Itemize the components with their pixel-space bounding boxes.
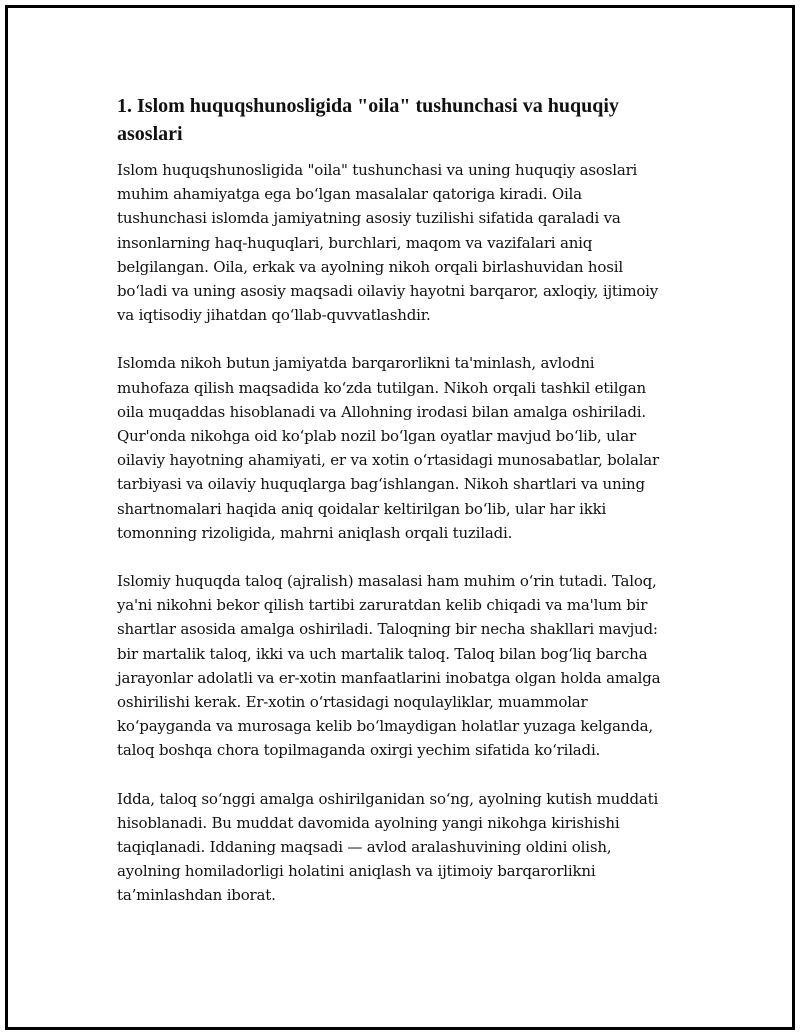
paragraph-taloq: Islomiy huquqda taloq (ajralish) masalasi ham muhim o‘rin tutadi. Taloq, ya'ni nikohni bekor qilish tartibi zaruratdan kelib chiqadi va ma'lum bir shartlar asosida amalga oshiriladi. Taloqning bir necha shakllari mavjud: bir martalik taloq, ikki va uch martalik taloq. Taloq bilan bog‘liq barcha jarayonlar adolatli va er-xotin manfaatlarini inobatga olgan holda amalga oshirilishi kerak. Er-xotin o‘rtasidagi noqulayliklar, muammolar ko‘payganda va murosaga kelib bo‘lmaydigan holatlar yuzaga kelganda, taloq boshqa chora topilmaganda oxirgi yechim sifatida ko‘riladi. — [117, 572, 661, 760]
paragraph-oila-concept: Islom huquqshunosligida "oila" tushunchasi va uning huquqiy asoslari muhim ahamiyatga ega bo‘lgan masalalar qatoriga kiradi. Oila tushunchasi islomda jamiyatning asosiy tuzilishi sifatida qaraladi va insonlarning haq-huquqlari, burchlari, maqom va vazifalari aniq belgilangan. Oila, erkak va ayolning nikoh orqali birlashuvidan hosil bo‘ladi va uning asosiy maqsadi oilaviy hayotni barqaror, axloqiy, ijtimoiy va iqtisodiy jihatdan qo‘llab-quvvatlashdir. — [117, 161, 659, 325]
paragraph-idda: Idda, taloq so‘nggi amalga oshirilganidan so‘ng, ayolning kutish muddati hisoblanadi. Bu muddat davomida ayolning yangi nikohga kirishishi taqiqlanadi. Iddaning maqsadi — avlod aralashuvining oldini olish, ayolning homiladorligi holatini aniqlash va ijtimoiy barqarorlikni ta’minlashdan iborat. — [117, 789, 659, 905]
document-body — [117, 92, 662, 932]
paragraph-nikoh: Islomda nikoh butun jamiyatda barqarorlikni ta'minlash, avlodni muhofaza qilish maqsadida ko‘zda tutilgan. Nikoh orqali tashkil etilgan oila muqaddas hisoblanadi va Allohning irodasi bilan amalga oshiriladi. Qur'onda nikohga oid ko‘plab nozil bo‘lgan oyatlar mavjud bo‘lib, ular oilaviy hayotning ahamiyati, er va xotin o‘rtasidagi munosabatlar, bolalar tarbiyasi va oilaviy huquqlarga bag‘ishlangan. Nikoh shartlari va uning shartnomalari haqida aniq qoidalar keltirilgan bo‘lib, ular har ikki tomonning rizoligida, mahrni aniqlash orqali tuziladi. — [117, 354, 660, 542]
section-title: 1. Islom huquqshunosligida "oila" tushunchasi va huquqiy asoslari — [117, 95, 619, 145]
